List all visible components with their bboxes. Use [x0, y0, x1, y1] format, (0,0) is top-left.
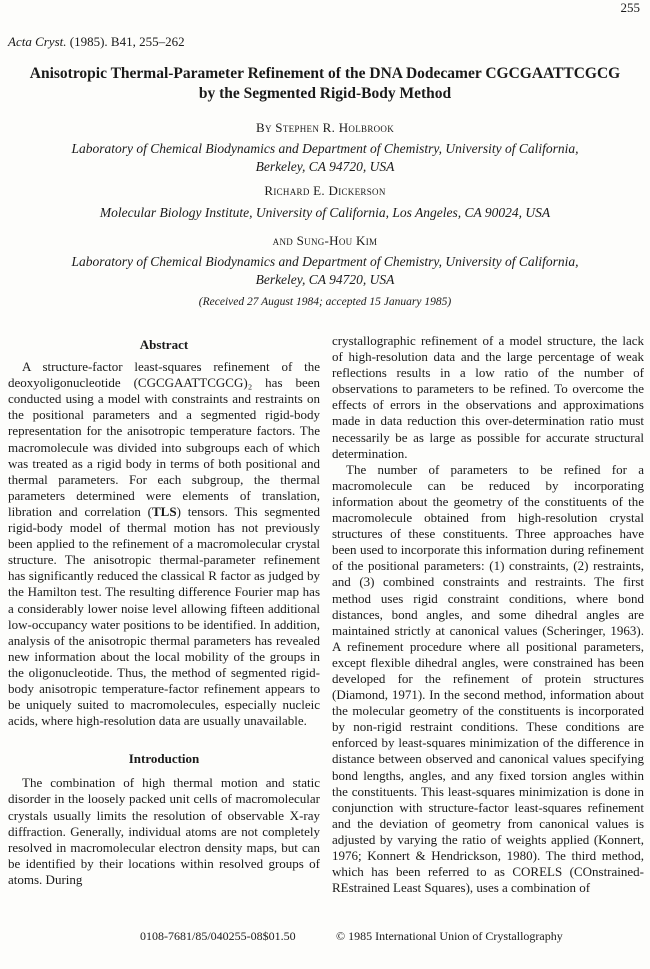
- abstract-heading: Abstract: [139, 337, 189, 352]
- abstract-text-part-2: ) tensors. This segmented rigid-body model of thermal motion has not previously been applied to the refinement of a macromolecular crystal structure. The anisotropic thermal-parameter refinement has significantly reduced the classical R factor as judged by the Hamilton test. The resulting difference Fourier map has a considerably lower noise level allowing fifteen additional low-occupancy water positions to be identified. In addition, analysis of the anisotropic thermal parameters has revealed new information about the local mobility of the groups in the oligonucleotide. Thus, the method of segmented rigid-body anisotropic temperature-factor refinement appears to be uniquely suited to macromolecules, especially nucleic acids, where high-resolution data are usually unavailable.: [8, 503, 320, 729]
- copyright: © 1985 International Union of Crystallography: [336, 929, 563, 943]
- affiliation-3-line-1: Laboratory of Chemical Biodynamics and Department of Chemistry, University of California,: [71, 254, 579, 269]
- introduction-paragraph-1: The combination of high thermal motion and static disorder in the loosely packed unit cells of macromolecular crystals usually limits the resolution of observable X-ray diffraction. Generally, individual atoms are not completely resolved in macromolecular electron density maps, but can be identified by their locations within resolved groups of atoms. During: [8, 775, 320, 887]
- right-column: [332, 333, 644, 896]
- affiliation-3-line-2: Berkeley, CA 94720, USA: [255, 272, 395, 287]
- author-kim: and Sung-Hou Kim: [272, 233, 378, 248]
- left-column: [8, 337, 320, 888]
- journal-name: Acta Cryst.: [8, 34, 67, 49]
- abstract-tls: TLS: [152, 503, 177, 519]
- affiliation-3: [0, 253, 650, 289]
- affiliation-1: [0, 140, 650, 176]
- page-number: 255: [620, 0, 640, 15]
- affiliation-2: Molecular Biology Institute, University of California, Los Angeles, CA 90024, USA: [99, 205, 551, 220]
- journal-citation: [8, 34, 185, 50]
- affiliation-1-line-1: Laboratory of Chemical Biodynamics and Department of Chemistry, University of California,: [71, 141, 579, 156]
- author-holbrook: By Stephen R. Holbrook: [255, 120, 395, 135]
- abstract-text: [8, 359, 320, 729]
- journal-volume: (1985). B41, 255–262: [66, 34, 185, 49]
- received-dates: (Received 27 August 1984; accepted 15 January 1985): [198, 296, 452, 308]
- abstract-text-part-1: A structure-factor least-squares refinement of the deoxyoligonucleotide (CGCGAATTCGCG)₂ has been conducted using a model with constraints and restraints on the positional parameters and a segmented rigid-body representation for the anisotropic temperature factors. The macromolecule was divided into subgroups each of which was treated as a rigid body in terms of both positional and thermal parameters. For each subgroup, the thermal parameters determined were elements of translation, libration and correlation (: [8, 359, 320, 519]
- title-line-2: by the Segmented Rigid-Body Method: [198, 85, 452, 102]
- author-dickerson: Richard E. Dickerson: [264, 183, 386, 198]
- introduction-paragraph-2: The number of parameters to be refined for a macromolecule can be reduced by incorporating information about the geometry of the constituents of the macromolecule obtained from high-resolution crystal structures of these constituents. Three approaches have been used to incorporate this information during refinement of the positional parameters: (1) constraints, (2) restraints, and (3) combined constraints and restraints. The first method uses rigid constraint conditions, where bond distances, bond angles, and some dihedral angles are maintained strictly at canonical values (Scheringer, 1963). A refinement procedure where all positional parameters, except flexible dihedral angles, were constrained has been developed for the refinement of protein structures (Diamond, 1971). In the second method, information about the molecular geometry of the constituents is incorporated by non-rigid restraint conditions. These conditions are enforced by least-squares minimization of the difference in distance between observed and canonical values specifying bond lengths, angles, and any fixed torsion angles within the constituents. This least-squares minimization is done in conjunction with structure-factor least-squares refinement and the deviation of geometry from canonical values is adjusted by varying the ratio of weights applied (Konnert, 1976; Konnert & Hendrickson, 1980). The third method, which has been referred to as CORELS (COnstrained-REstrained Least Squares), uses a combination of: [332, 461, 644, 896]
- affiliation-1-line-2: Berkeley, CA 94720, USA: [255, 159, 395, 174]
- article-code: 0108-7681/85/040255-08$01.50: [140, 929, 296, 943]
- introduction-paragraph-1-continued: crystallographic refinement of a model structure, the lack of high-resolution data and the large percentage of weak reflections results in a low ratio of the number of observations to parameters to be refined. To overcome the effects of errors in the observations and approximations made in data reduction this over-determination ratio must necessarily be as large as possible for accurate structural determination.: [332, 333, 644, 461]
- title-line-1: Anisotropic Thermal-Parameter Refinement of the DNA Dodecamer CGCGAATTCGCG: [29, 65, 621, 82]
- paper-title: [0, 64, 650, 104]
- introduction-heading: Introduction: [128, 751, 200, 767]
